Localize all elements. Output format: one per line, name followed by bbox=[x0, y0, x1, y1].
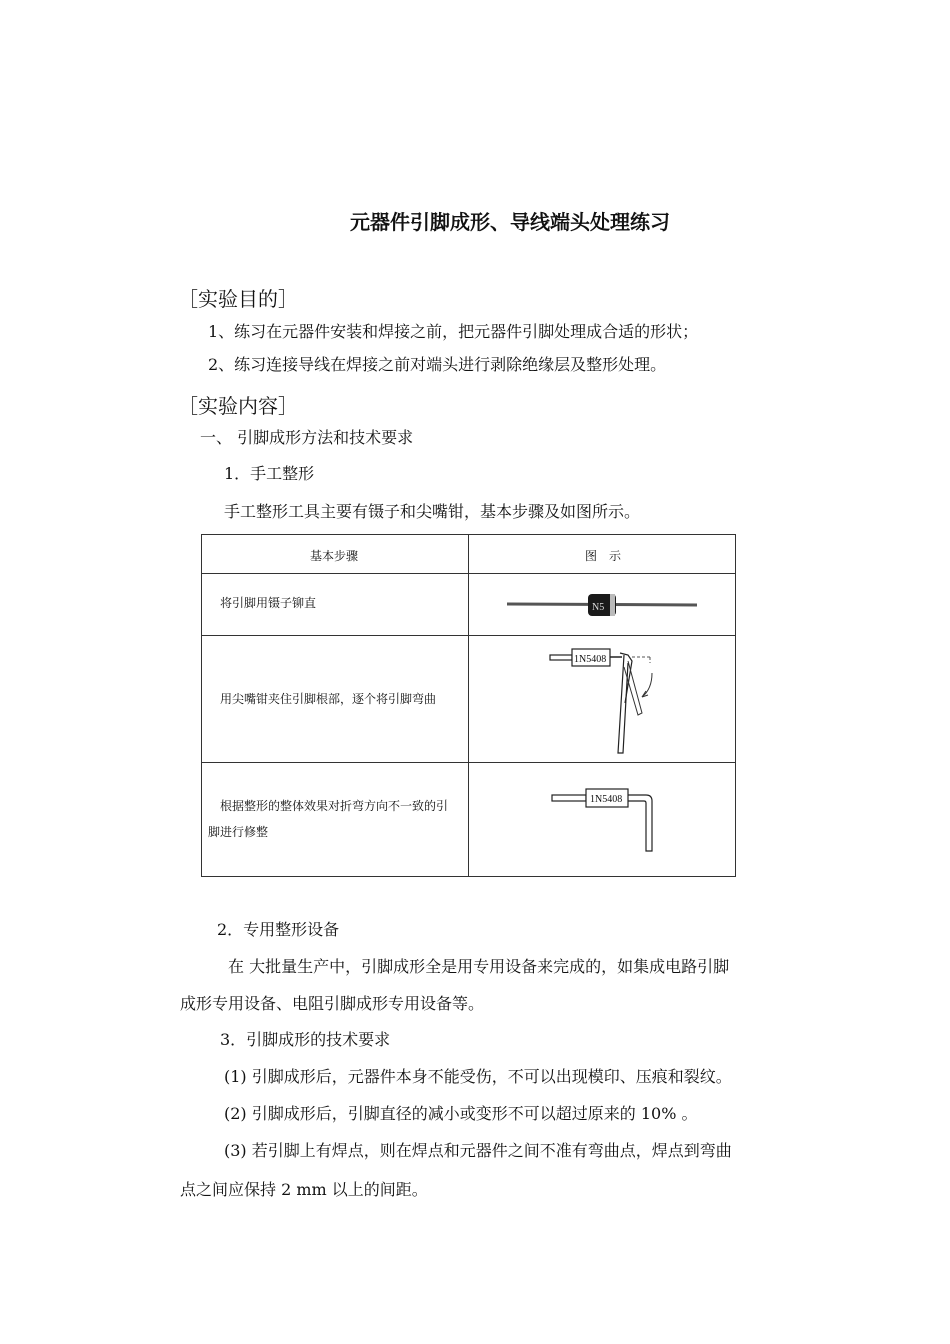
diode-label-b: 1N5408 bbox=[590, 794, 623, 805]
step-straighten-text: 将引脚用镊子铆直 bbox=[220, 596, 317, 610]
equipment-text-1: 在 大批量生产中，引脚成形全是用专用设备来完成的，如集成电路引脚 bbox=[228, 957, 730, 976]
step-bend-text: 用尖嘴钳夹住引脚根部，逐个将引脚弯曲 bbox=[220, 692, 437, 706]
manual-description: 手工整形工具主要有镊子和尖嘴钳，基本步骤及如图所示。 bbox=[224, 502, 641, 521]
step-trim-text-1: 根据整形的整体效果对折弯方向不一致的引 bbox=[220, 799, 449, 813]
step-trim-text-2: 脚进行修整 bbox=[208, 825, 269, 839]
svg-text:N5: N5 bbox=[592, 602, 605, 613]
subheading-manual: 1．手工整形 bbox=[224, 464, 315, 483]
equipment-text-2: 成形专用设备、电阻引脚成形专用设备等。 bbox=[180, 994, 485, 1013]
section-heading-content: ［实验内容］ bbox=[178, 394, 298, 418]
diode-label-a: 1N5408 bbox=[574, 654, 607, 665]
purpose-item-2: 2、练习连接导线在焊接之前对端头进行剥除绝缘层及整形处理。 bbox=[208, 355, 667, 374]
requirement-3a: (3) 若引脚上有焊点，则在焊点和元器件之间不准有弯曲点，焊点到弯曲 bbox=[224, 1141, 732, 1160]
table-header-illustration: 图 示 bbox=[585, 549, 622, 563]
subheading-pin-forming: 一、 引脚成形方法和技术要求 bbox=[200, 428, 414, 447]
requirement-3b: 点之间应保持 2 mm 以上的间距。 bbox=[180, 1180, 428, 1199]
diode-bending-figure bbox=[542, 643, 662, 755]
diode-bent-figure bbox=[548, 787, 668, 857]
table-header-steps: 基本步骤 bbox=[310, 549, 359, 563]
document-title: 元器件引脚成形、导线端头处理练习 bbox=[350, 210, 670, 234]
steps-table bbox=[201, 534, 736, 877]
requirement-1: (1) 引脚成形后，元器件本身不能受伤，不可以出现模印、压痕和裂纹。 bbox=[224, 1067, 732, 1086]
requirement-2: (2) 引脚成形后，引脚直径的减小或变形不可以超过原来的 10% 。 bbox=[224, 1104, 698, 1123]
section-heading-purpose: ［实验目的］ bbox=[178, 287, 298, 311]
subheading-requirements: 3．引脚成形的技术要求 bbox=[220, 1030, 391, 1049]
diode-straight-figure bbox=[502, 587, 702, 621]
subheading-equipment: 2．专用整形设备 bbox=[217, 920, 340, 939]
purpose-item-1: 1、练习在元器件安装和焊接之前，把元器件引脚处理成合适的形状； bbox=[208, 322, 699, 341]
